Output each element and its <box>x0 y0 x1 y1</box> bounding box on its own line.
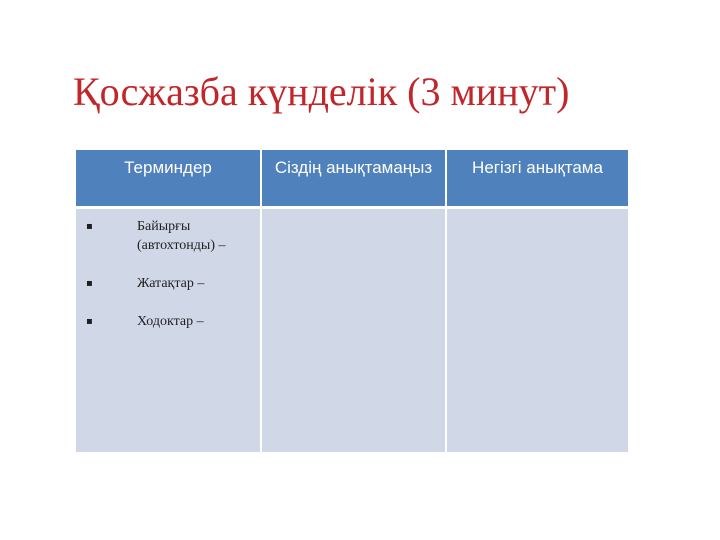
terms-cell <box>76 207 261 452</box>
bullet-icon: ▪ <box>86 220 93 232</box>
term-label: Байырғы (автохтонды) – <box>137 218 226 253</box>
table-header-row <box>76 150 628 207</box>
page-title: Қосжазба күнделік (3 минут) <box>73 69 570 114</box>
table-row <box>76 207 628 452</box>
list-item <box>76 274 260 293</box>
term-list <box>76 209 260 331</box>
header-terms: Терминдер <box>76 150 261 207</box>
bullet-icon: ▪ <box>86 315 93 327</box>
key-definition-cell <box>446 207 628 452</box>
header-key-definition: Негізгі анықтама <box>446 150 628 207</box>
header-your-definition: Сіздің анықтамаңыз <box>261 150 446 207</box>
term-label: Ходоктар – <box>137 313 204 329</box>
terms-table <box>76 150 628 452</box>
list-item <box>76 217 260 255</box>
term-label: Жатақтар – <box>137 275 205 291</box>
bullet-icon: ▪ <box>86 277 93 289</box>
list-item <box>76 312 260 331</box>
your-definition-cell[interactable] <box>261 207 446 452</box>
